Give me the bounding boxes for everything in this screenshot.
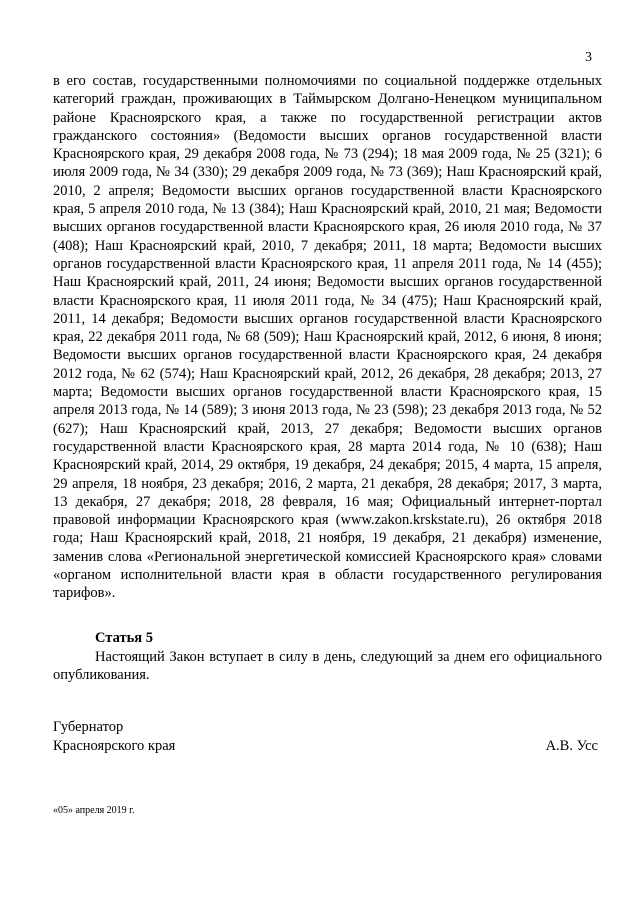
signing-date: «05» апреля 2019 г. [53,805,135,816]
document-body [53,72,602,603]
signatory-title [53,718,175,755]
article-text: Настоящий Закон вступает в силу в день, следующий за днем его официального опубликования. [53,649,602,684]
signatory-name: А.В. Усс [545,738,598,754]
page-number: 3 [585,50,592,65]
article-heading: Статья 5 [95,630,153,646]
signatory-position: Губернатор [53,719,124,735]
signatory-region: Красноярского края [53,737,176,754]
body-paragraph: в его состав, государственными полномочиями по социальной поддержке отдельных категорий граждан, проживающих в Таймырском Долгано-Ненецком муниципальном районе Красноярского края, а также по государственной регистрации актов гражданского состояния» (Ведомости высших органов государственной власти Красноярского края, 29 декабря 2008 года, № 73 (294); 18 мая 2009 года, № 25 (321); 6 июля 2009 года, № 34 (330); 29 декабря 2009 года, № 73 (369); Наш Красноярский край, 2010, 2 апреля; Ведомости высших органов государственной власти Красноярского края, 5 апреля 2010 года, № 13 (384); Наш Красноярский край, 2010, 21 мая; Ведомости высших органов государственной власти Красноярского края, 26 июля 2010 года, № 37 (408); Наш Красноярский край, 2010, 7 декабря; 2011, 18 марта; Ведомости высших органов государственной власти Красноярского края, 11 апреля 2011 года, № 14 (455); Наш Красноярский край, 2011, 24 июня; Ведомости высших органов государственной власти Красноярского края, 11 июля 2011 года, № 34 (475); Наш Красноярский край, 2011, 14 декабря; Ведомости высших органов государственной власти Красноярского края, 22 декабря 2011 года, № 68 (509); Наш Красноярский край, 2012, 6 июня, 8 июня; Ведомости высших органов государственной власти Красноярского края, 24 декабря 2012 года, № 62 (574); Наш Красноярский край, 2012, 26 декабря, 28 декабря; 2013, 27 марта; Ведомости высших органов государственной власти Красноярского края, 15 апреля 2013 года, № 14 (589); 3 июня 2013 года, № 23 (598); 23 декабря 2013 года, № 52 (627); Наш Красноярский край, 2013, 27 декабря; Ведомости высших органов государственной власти Красноярского края, 28 марта 2014 года, № 10 (638); Наш Красноярский край, 2014, 29 октября, 19 декабря, 24 декабря; 2015, 4 марта, 15 апреля, 29 апреля, 18 ноября, 23 декабря; 2016, 2 марта, 21 декабря, 28 декабря; 2017, 3 марта, 13 декабря, 27 декабря; 2018, 28 февраля, 16 мая; Официальный интернет-портал правовой информации Красноярского края (www.zakon.krskstate.ru), 26 октября 2018 года; Наш Красноярский край, 2018, 21 ноября, 19 декабря, 21 декабря) изменение, заменив слова «Региональной энергетической комиссией Красноярского края» словами «органом исполнительной власти края в области государственного регулирования тарифов». [53,73,602,602]
